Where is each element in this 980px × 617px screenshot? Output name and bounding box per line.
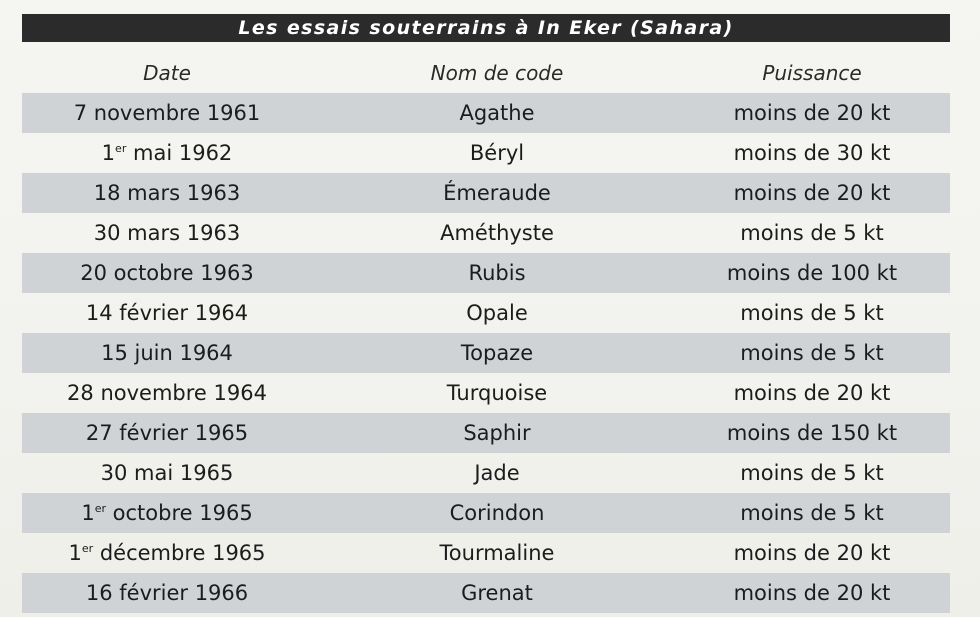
table-body: [22, 93, 950, 613]
cell-power: moins de 20 kt: [733, 181, 891, 205]
cell-date: [22, 333, 312, 373]
date-text: 28 novembre 1964: [67, 381, 267, 405]
table-row: [22, 533, 950, 573]
cell-power: moins de 5 kt: [740, 301, 884, 325]
cell-code-name: Agathe: [459, 101, 535, 125]
cell-power: moins de 20 kt: [733, 101, 891, 125]
cell-code-name: Béryl: [469, 141, 525, 165]
date-text: 16 février 1966: [85, 581, 249, 605]
table-row: [22, 173, 950, 213]
table-row: [22, 413, 950, 453]
date-ordinal-suffix: er: [115, 142, 127, 155]
cell-date: [22, 133, 312, 173]
cell-date: [22, 573, 312, 613]
cell-power: moins de 150 kt: [726, 421, 898, 445]
table-row: [22, 453, 950, 493]
cell-power: moins de 30 kt: [733, 141, 891, 165]
table-row: [22, 573, 950, 613]
date-text: 18 mars 1963: [93, 181, 241, 205]
date-text-rest: octobre 1965: [105, 501, 253, 525]
cell-code-name: Tourmaline: [439, 541, 555, 565]
cell-power: moins de 100 kt: [726, 261, 898, 285]
cell-date: [22, 93, 312, 133]
cell-power: moins de 5 kt: [740, 341, 884, 365]
date-text: 1: [81, 501, 95, 525]
cell-power: moins de 5 kt: [740, 221, 884, 245]
cell-date: [22, 373, 312, 413]
cell-power: moins de 20 kt: [733, 581, 891, 605]
date-ordinal-suffix: er: [81, 542, 94, 555]
table-row: [22, 493, 950, 533]
cell-date: [22, 293, 312, 333]
date-text: 20 octobre 1963: [80, 261, 254, 285]
cell-code-name: Opale: [466, 301, 528, 325]
cell-date: [22, 413, 312, 453]
cell-code-name: Saphir: [463, 421, 531, 445]
cell-power: moins de 20 kt: [733, 541, 891, 565]
cell-power: moins de 20 kt: [733, 381, 891, 405]
header-date: Date: [143, 61, 191, 85]
date-text-rest: décembre 1965: [93, 541, 266, 565]
cell-power: moins de 5 kt: [740, 501, 884, 525]
title-bar: [22, 14, 950, 42]
table-row: [22, 133, 950, 173]
cell-code-name: Corindon: [449, 501, 545, 525]
cell-code-name: Rubis: [468, 261, 526, 285]
date-text: 30 mai 1965: [100, 461, 234, 485]
cell-code-name: Améthyste: [440, 221, 554, 245]
date-text: 7 novembre 1961: [73, 101, 261, 125]
date-ordinal-suffix: er: [94, 502, 106, 515]
cell-date: [22, 253, 312, 293]
date-text: 1: [101, 141, 116, 165]
cell-date: [22, 493, 312, 533]
cell-code-name: Jade: [474, 461, 520, 485]
header-code-name: Nom de code: [430, 61, 564, 85]
table-row: [22, 253, 950, 293]
table-row: [22, 93, 950, 133]
header-power: Puissance: [762, 61, 862, 85]
date-text: 1: [68, 541, 82, 565]
table-row: [22, 213, 950, 253]
date-text: 30 mars 1963: [93, 221, 241, 245]
date-text: 15 juin 1964: [101, 341, 233, 365]
cell-code-name: Topaze: [460, 341, 534, 365]
date-text: 14 février 1964: [85, 301, 249, 325]
cell-date: [22, 453, 312, 493]
date-text: 27 février 1965: [85, 421, 249, 445]
cell-date: [22, 173, 312, 213]
cell-date: [22, 213, 312, 253]
table-row: [22, 333, 950, 373]
table-row: [22, 293, 950, 333]
table-row: [22, 373, 950, 413]
date-text-rest: mai 1962: [126, 141, 233, 165]
cell-date: [22, 533, 312, 573]
table-header: [22, 56, 950, 90]
cell-power: moins de 5 kt: [740, 461, 884, 485]
cell-code-name: Turquoise: [446, 381, 548, 405]
cell-code-name: Grenat: [461, 581, 533, 605]
table-title: Les essais souterrains à In Eker (Sahara): [238, 17, 734, 39]
cell-code-name: Émeraude: [443, 181, 551, 205]
